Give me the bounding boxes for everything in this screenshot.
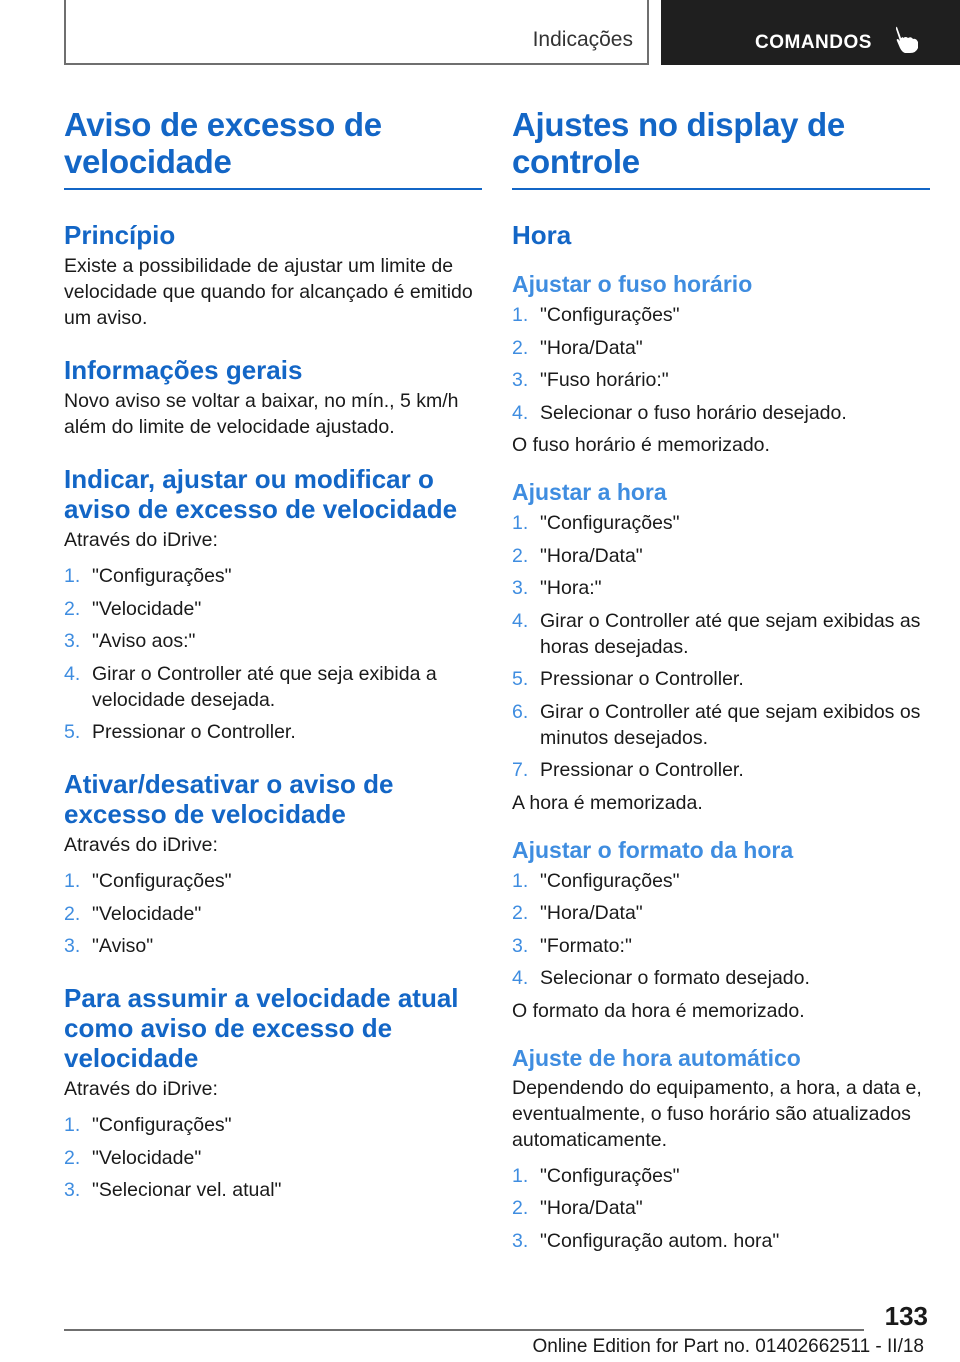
step-text: "Aviso" [92, 935, 154, 957]
step-text: Pressionar o Controller. [92, 721, 296, 743]
current-speed-heading: Para assumir a velocidade atual como aviso de excesso de velocidade [64, 983, 459, 1073]
step-text: "Velocidade" [92, 1146, 202, 1169]
right-column [512, 106, 930, 1260]
step-text: "Fuso horário:" [540, 369, 669, 391]
list-item [64, 1145, 482, 1171]
step-text: Girar o Controller até que seja exibida a velocidade desejada. [92, 662, 437, 711]
step-text: Selecionar o formato desejado. [540, 967, 810, 989]
step-text: "Hora:" [540, 577, 602, 599]
step-text: "Configurações" [540, 304, 680, 326]
step-text: "Hora/Data" [540, 336, 643, 359]
principle-heading: Princípio [64, 220, 176, 250]
step-number: 6. [512, 700, 529, 723]
list-item [512, 900, 930, 926]
step-text: Girar o Controller até que sejam exibidos os minutos desejados. [540, 700, 921, 749]
step-text: "Formato:" [540, 934, 632, 957]
list-item [64, 628, 482, 654]
list-item [512, 1163, 930, 1189]
list-item [512, 965, 930, 991]
step-number: 2. [512, 902, 529, 924]
set-time-result: A hora é memorizada. [512, 791, 703, 814]
time-format-result: O formato da hora é memorizado. [512, 999, 805, 1022]
timezone-heading: Ajustar o fuso horário [512, 271, 753, 297]
list-item [512, 933, 930, 959]
list-item [512, 335, 930, 361]
step-number: 3. [64, 1179, 81, 1201]
list-item [512, 575, 930, 601]
step-number: 1. [512, 1164, 529, 1187]
step-number: 7. [512, 759, 529, 781]
step-number: 1. [64, 1114, 81, 1136]
step-number: 2. [64, 597, 81, 620]
step-text: "Configurações" [540, 869, 680, 892]
step-text: "Configurações" [540, 1164, 680, 1187]
step-text: Girar o Controller até que sejam exibidas as horas desejadas. [540, 609, 921, 658]
display-adjust-steps [64, 563, 482, 745]
step-text: Selecionar o fuso horário desejado. [540, 401, 847, 424]
list-item [64, 868, 482, 894]
principle-text: Existe a possibilidade de ajustar um limite de velocidade que quando for alcançado é emitido um aviso. [64, 255, 473, 329]
step-number: 5. [64, 721, 81, 743]
step-text: "Hora/Data" [540, 1197, 643, 1219]
list-item [512, 608, 930, 660]
toggle-warning-intro: Através do iDrive: [64, 834, 218, 856]
step-number: 3. [512, 1229, 529, 1252]
list-item [512, 1228, 930, 1254]
step-number: 4. [512, 609, 529, 632]
step-number: 5. [512, 668, 529, 690]
pointing-hand-icon [894, 26, 920, 54]
current-speed-intro: Através do iDrive: [64, 1078, 218, 1100]
list-item [64, 901, 482, 927]
footer-edition-note: Online Edition for Part no. 01402662511 - II/18 [532, 1336, 924, 1357]
step-text: "Selecionar vel. atual" [92, 1179, 282, 1201]
general-info-heading: Informações gerais [64, 355, 303, 385]
display-settings-title: Ajustes no display de controle [512, 106, 930, 190]
step-text: Pressionar o Controller. [540, 759, 744, 781]
list-item [512, 666, 930, 692]
step-text: "Hora/Data" [540, 902, 643, 924]
footer-divider [64, 1329, 864, 1331]
time-format-steps [512, 868, 930, 992]
step-number: 2. [512, 544, 529, 567]
set-time-heading: Ajustar a hora [512, 479, 667, 505]
list-item [64, 933, 482, 959]
general-info-text: Novo aviso se voltar a baixar, no mín., 5 km/h além do limite de velocidade ajustado. [64, 390, 459, 438]
auto-time-heading: Ajuste de hora automático [512, 1044, 801, 1071]
auto-time-text: Dependendo do equipamento, a hora, a data e, eventualmente, o fuso horário são atualizados automaticamente. [512, 1076, 922, 1151]
list-item [64, 1177, 482, 1203]
time-format-heading: Ajustar o formato da hora [512, 836, 794, 863]
header-section-box [64, 0, 649, 65]
list-item [512, 510, 930, 536]
list-item [512, 868, 930, 894]
list-item [64, 661, 482, 713]
speed-warning-title: Aviso de excesso de velocidade [64, 106, 482, 190]
list-item [512, 302, 930, 328]
step-number: 2. [64, 902, 81, 925]
step-number: 2. [512, 336, 529, 359]
step-number: 3. [512, 369, 529, 391]
step-text: "Configuração autom. hora" [540, 1229, 780, 1252]
step-number: 2. [512, 1197, 529, 1219]
step-number: 1. [64, 870, 81, 892]
timezone-steps [512, 302, 930, 426]
display-adjust-heading: Indicar, ajustar ou modificar o aviso de excesso de velocidade [64, 464, 458, 524]
list-item [512, 400, 930, 426]
list-item [512, 757, 930, 783]
step-text: "Velocidade" [92, 902, 202, 925]
step-text: "Hora/Data" [540, 544, 643, 567]
step-number: 1. [64, 565, 81, 587]
list-item [512, 543, 930, 569]
step-number: 1. [512, 304, 529, 326]
step-text: "Configurações" [92, 565, 232, 587]
list-item [64, 1112, 482, 1138]
list-item [64, 719, 482, 745]
current-speed-steps [64, 1112, 482, 1203]
time-heading: Hora [512, 220, 572, 250]
display-adjust-intro: Através do iDrive: [64, 529, 218, 551]
list-item [64, 563, 482, 589]
toggle-warning-heading: Ativar/desativar o aviso de excesso de velocidade [64, 769, 394, 829]
toggle-warning-steps [64, 868, 482, 959]
page-number: 133 [884, 1301, 928, 1331]
step-number: 1. [512, 869, 529, 892]
header-chapter-tab [661, 0, 960, 65]
step-number: 4. [512, 401, 529, 424]
step-text: "Configurações" [540, 512, 680, 534]
step-text: "Configurações" [92, 870, 232, 892]
step-text: "Aviso aos:" [92, 630, 196, 652]
step-text: "Configurações" [92, 1114, 232, 1136]
list-item [512, 699, 930, 751]
step-text: "Velocidade" [92, 597, 202, 620]
step-text: Pressionar o Controller. [540, 668, 744, 690]
step-number: 3. [64, 630, 81, 652]
step-number: 2. [64, 1146, 81, 1169]
timezone-result: O fuso horário é memorizado. [512, 434, 770, 456]
auto-time-steps [512, 1163, 930, 1254]
left-column [64, 106, 482, 1210]
step-number: 3. [512, 934, 529, 957]
list-item [512, 367, 930, 393]
list-item [512, 1195, 930, 1221]
set-time-steps [512, 510, 930, 783]
step-number: 3. [64, 935, 81, 957]
step-number: 4. [64, 662, 81, 685]
header-chapter-label: COMANDOS [755, 31, 872, 53]
step-number: 3. [512, 577, 529, 599]
list-item [64, 596, 482, 622]
step-number: 4. [512, 967, 529, 989]
step-number: 1. [512, 512, 529, 534]
header-section-title: Indicações [532, 28, 633, 51]
